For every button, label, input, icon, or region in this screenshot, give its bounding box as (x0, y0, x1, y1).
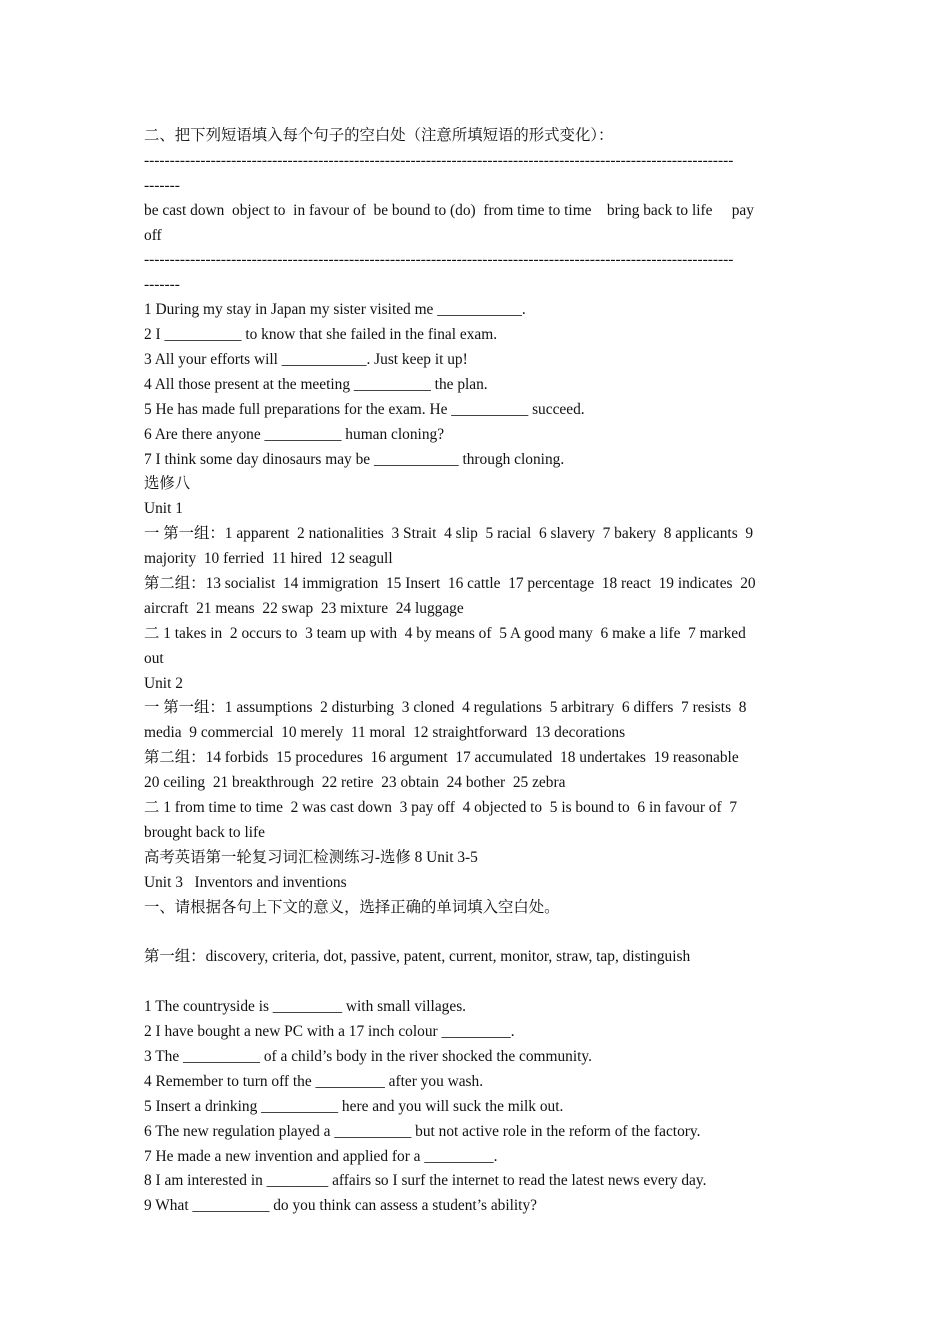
unit1-label: Unit 1 (144, 500, 183, 518)
exercise-sentence: 3 All your efforts will ___________. Just keep it up! (144, 351, 468, 369)
exercise-sentence: 5 He has made full preparations for the exam. He __________ succeed. (144, 400, 585, 418)
divider-bottom-cont: ------- (144, 276, 180, 294)
exercise-sentence: 2 I __________ to know that she failed in the final exam. (144, 326, 498, 344)
unit1-group1-answers-cont: majority 10 ferried 11 hired 12 seagull (144, 550, 393, 568)
unit2-group2-answers-cont: 20 ceiling 21 breakthrough 22 retire 23 obtain 24 bother 25 zebra (144, 774, 566, 792)
unit2-label: Unit 2 (144, 674, 183, 692)
unit1-group2-answers-cont: aircraft 21 means 22 swap 23 mixture 24 luggage (144, 599, 464, 617)
spacer (144, 921, 807, 946)
unit3-title: Unit 3 Inventors and inventions (144, 873, 347, 891)
exercise-sentence: 7 He made a new invention and applied for a _________. (144, 1147, 498, 1165)
unit3-word-bank: 第一组：discovery, criteria, dot, passive, patent, current, monitor, straw, tap, distinguish (144, 948, 691, 966)
exercise-sentence: 6 Are there anyone __________ human cloning? (144, 425, 445, 443)
unit2-phrase-answers: 二 1 from time to time 2 was cast down 3 pay off 4 objected to 5 is bound to 6 in favour of 7 (144, 799, 738, 817)
unit2-group1-answers: 一 第一组：1 assumptions 2 disturbing 3 cloned 4 regulations 5 arbitrary 6 differs 7 resists 8 (144, 699, 747, 717)
unit2-group2-answers: 第二组：14 forbids 15 procedures 16 argument 17 accumulated 18 undertakes 19 reasonable (144, 749, 739, 767)
exercise-sentence: 4 All those present at the meeting __________ the plan. (144, 375, 488, 393)
divider-top: ------------------------------------------------------------------------------------------------------------------- (144, 151, 734, 169)
exercise-sentence: 2 I have bought a new PC with a 17 inch colour _________. (144, 1023, 515, 1041)
answers-title: 选修八 (144, 475, 191, 493)
unit2-group1-answers-cont: media 9 commercial 10 merely 11 moral 12 straightforward 13 decorations (144, 724, 626, 742)
exercise-sentence: 4 Remember to turn off the _________ after you wash. (144, 1072, 484, 1090)
document-page (144, 124, 807, 1219)
exercise-sentence: 1 During my stay in Japan my sister visited me ___________. (144, 301, 526, 319)
exercise-sentence: 1 The countryside is _________ with small villages. (144, 998, 467, 1016)
doc-title: 高考英语第一轮复习词汇检测练习-选修 8 Unit 3-5 (144, 848, 478, 866)
exercise-sentence: 7 I think some day dinosaurs may be ___________ through cloning. (144, 450, 565, 468)
phrase-bank-line: off (144, 226, 162, 244)
exercise-sentence: 3 The __________ of a child’s body in the river shocked the community. (144, 1047, 592, 1065)
unit1-phrase-answers: 二 1 takes in 2 occurs to 3 team up with 4 by means of 5 A good many 6 make a life 7 marked (144, 624, 746, 642)
unit3-instruction: 一、请根据各句上下文的意义，选择正确的单词填入空白处。 (144, 898, 560, 916)
exercise-sentence: 9 What __________ do you think can assess a student’s ability? (144, 1197, 537, 1215)
exercise-sentence: 8 I am interested in ________ affairs so I surf the internet to read the latest news every day. (144, 1172, 707, 1190)
unit1-group1-answers: 一 第一组：1 apparent 2 nationalities 3 Strait 4 slip 5 racial 6 slavery 7 bakery 8 applicants 9 (144, 525, 754, 543)
unit2-phrase-answers-cont: brought back to life (144, 823, 265, 841)
unit1-group2-answers: 第二组：13 socialist 14 immigration 15 Insert 16 cattle 17 percentage 18 react 19 indicates 20 (144, 575, 756, 593)
unit1-phrase-answers-cont: out (144, 649, 164, 667)
spacer (144, 970, 807, 995)
section-heading: 二、把下列短语填入每个句子的空白处（注意所填短语的形式变化）： (144, 127, 614, 144)
exercise-sentence: 6 The new regulation played a __________ but not active role in the reform of the factory. (144, 1122, 701, 1140)
exercise-sentence: 5 Insert a drinking __________ here and you will suck the milk out. (144, 1097, 564, 1115)
divider-bottom: ------------------------------------------------------------------------------------------------------------------- (144, 251, 734, 269)
phrase-bank-line: be cast down object to in favour of be bound to (do) from time to time bring back to life pay (144, 201, 754, 219)
divider-top-cont: ------- (144, 176, 180, 194)
